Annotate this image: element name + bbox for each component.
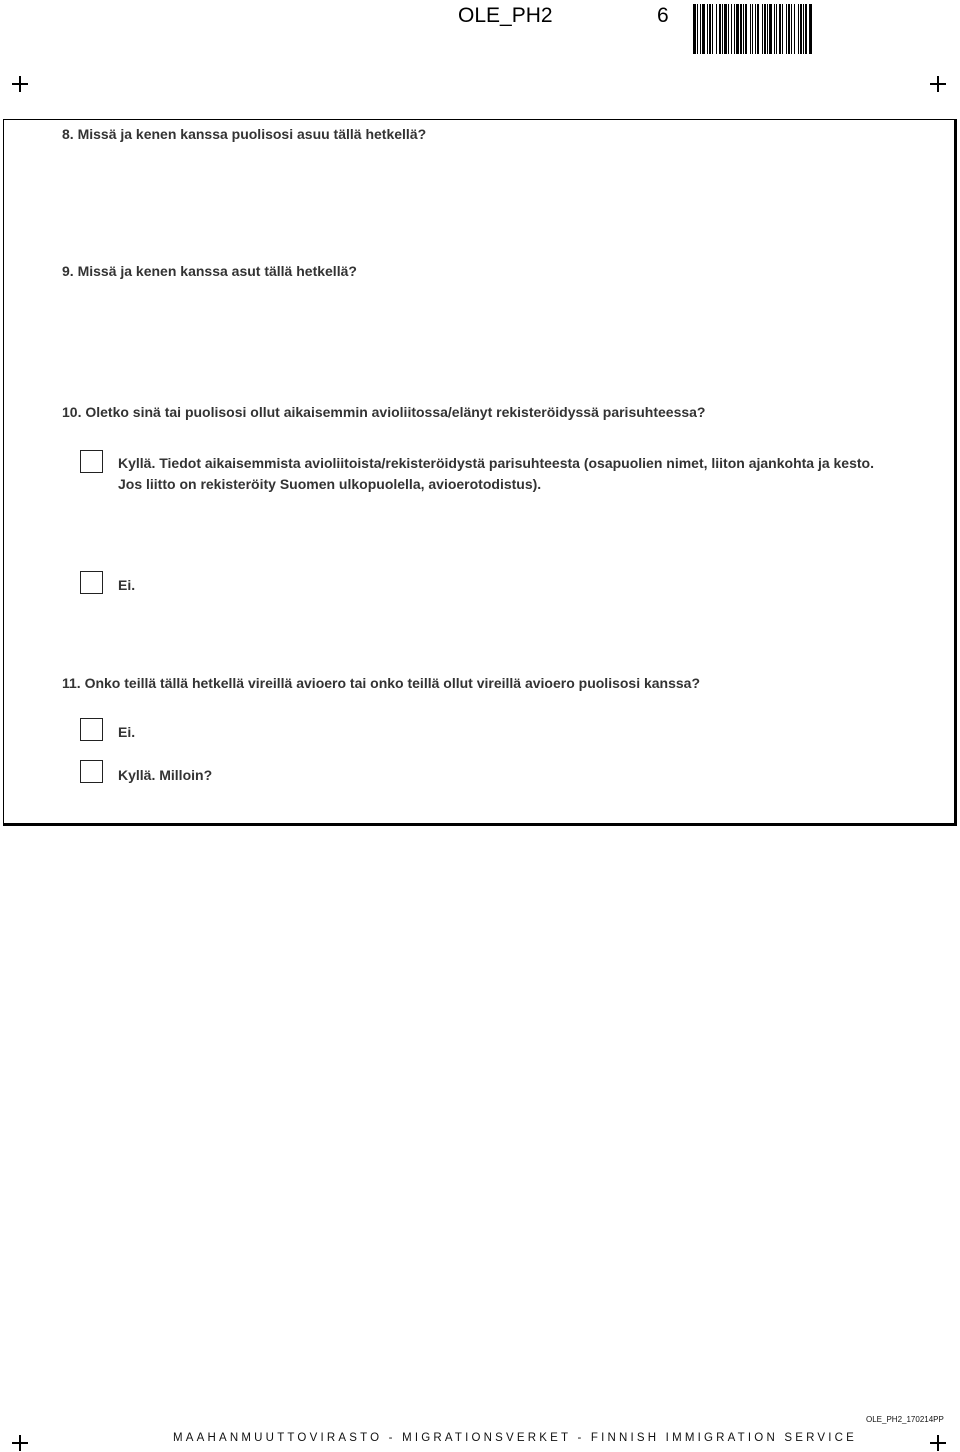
barcode-bar [786, 4, 787, 54]
form-code: OLE_PH2 [458, 4, 553, 27]
form-version-code: OLE_PH2_170214PP [866, 1415, 944, 1424]
barcode-bar [794, 4, 795, 54]
barcode-bar [722, 4, 723, 54]
barcode-bar [736, 4, 739, 54]
barcode-bar [740, 4, 742, 54]
barcode-bar [750, 4, 751, 54]
registration-mark-bottom-left [12, 1435, 28, 1451]
q10-no-label: Ei. [118, 577, 136, 593]
barcode-bar [762, 4, 763, 54]
barcode-bar [805, 4, 807, 54]
barcode-bar [707, 4, 708, 54]
q10-yes-checkbox[interactable] [80, 450, 103, 473]
barcode-bar [719, 4, 721, 54]
barcode-bar [697, 4, 698, 54]
barcode-bar [752, 4, 753, 54]
barcode-bar [700, 4, 701, 54]
barcode-bar [755, 4, 756, 54]
barcode-bar [693, 4, 696, 54]
registration-mark-top-right [930, 76, 946, 92]
barcode-bar [731, 4, 732, 54]
barcode-bar [734, 4, 735, 54]
q11-yes-label: Kyllä. Milloin? [118, 767, 213, 783]
registration-mark-bottom-right [930, 1435, 946, 1451]
barcode-bar [782, 4, 783, 54]
barcode-bar [803, 4, 804, 54]
barcode-bar [716, 4, 717, 54]
q11-no-label: Ei. [118, 724, 136, 740]
question-11: 11. Onko teillä tällä hetkellä vireillä avioero tai onko teillä ollut vireillä avioero puolisosi kanssa? [62, 675, 701, 691]
barcode-bar [800, 4, 802, 54]
q11-yes-checkbox[interactable] [80, 760, 103, 783]
barcode-bar [769, 4, 772, 54]
barcode-bar [709, 4, 711, 54]
barcode-bar [791, 4, 792, 54]
q10-yes-label-line1: Kyllä. Tiedot aikaisemmista avioliitoista/rekisteröidystä parisuhteesta (osapuolien nimet, liiton ajankohta ja kesto. [118, 455, 874, 471]
barcode-bar [788, 4, 790, 54]
page-number: 6 [657, 4, 669, 27]
barcode-bar [743, 4, 744, 54]
barcode-bar [712, 4, 713, 54]
agency-footer: MAAHANMUUTTOVIRASTO - MIGRATIONSVERKET - FINNISH IMMIGRATION SERVICE [173, 1432, 858, 1444]
q10-no-checkbox[interactable] [80, 571, 103, 594]
barcode-bar [728, 4, 729, 54]
q11-no-checkbox[interactable] [80, 718, 103, 741]
barcode-bar [779, 4, 781, 54]
barcode [693, 4, 923, 54]
question-10: 10. Oletko sinä tai puolisosi ollut aikaisemmin avioliitossa/elänyt rekisteröidyssä parisuhteessa? [62, 404, 706, 420]
question-8: 8. Missä ja kenen kanssa puolisosi asuu tällä hetkellä? [62, 126, 427, 142]
registration-mark-top-left [12, 76, 28, 92]
q10-yes-label-line2: Jos liitto on rekisteröity Suomen ulkopuolella, avioerotodistus). [118, 476, 542, 492]
barcode-bar [724, 4, 727, 54]
barcode-bar [745, 4, 747, 54]
barcode-bar [798, 4, 799, 54]
barcode-bar [767, 4, 768, 54]
barcode-bar [774, 4, 775, 54]
barcode-bar [809, 4, 812, 54]
barcode-bar [776, 4, 777, 54]
barcode-bar [757, 4, 759, 54]
question-9: 9. Missä ja kenen kanssa asut tällä hetkellä? [62, 263, 357, 279]
barcode-bar [764, 4, 766, 54]
barcode-bar [702, 4, 705, 54]
